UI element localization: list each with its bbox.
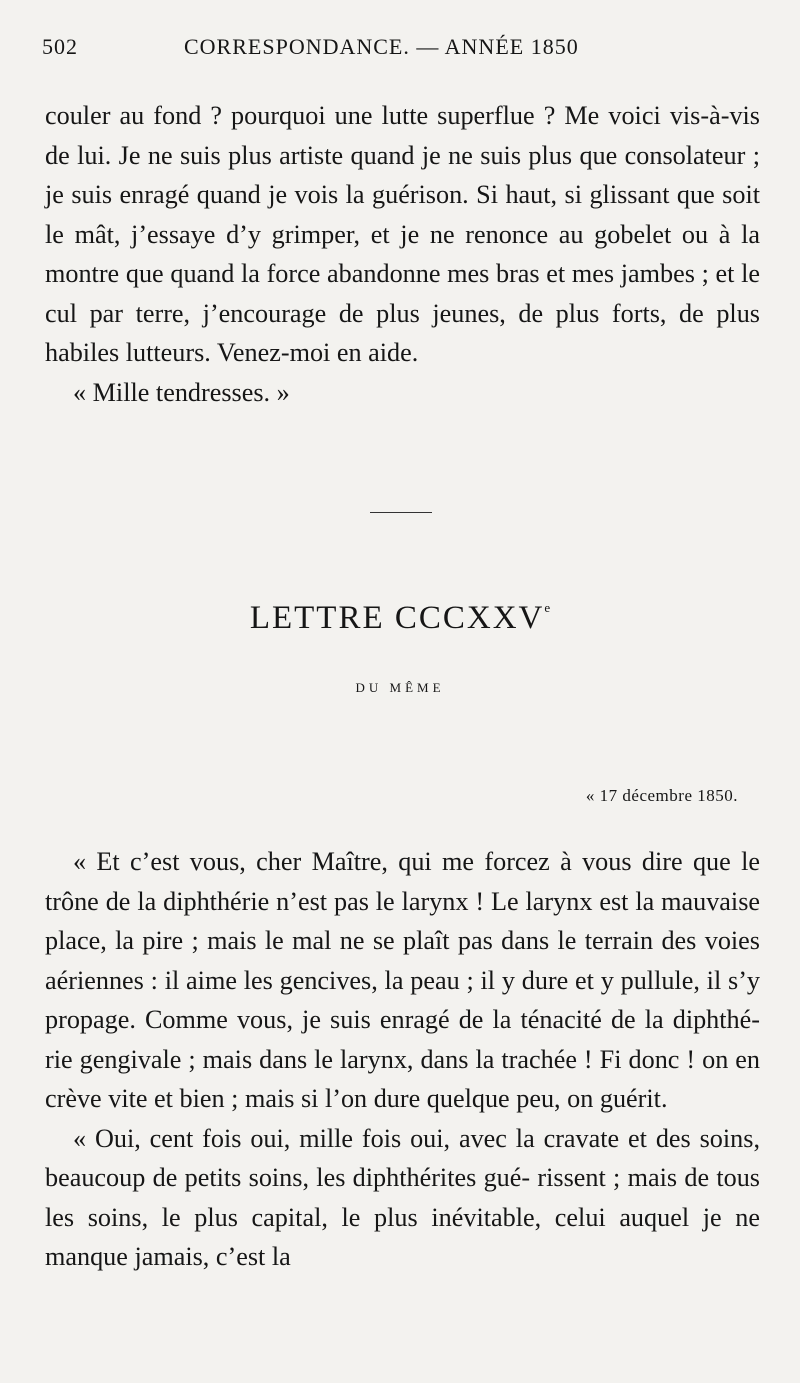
- text-line: couler au fond ? pourquoi une lutte superflue ? Me voici: [45, 101, 661, 130]
- text-line: peu, on guérit.: [516, 1084, 668, 1113]
- paragraph-continued: [45, 96, 760, 373]
- text-line: des soins, beaucoup de petits soins, les diphthérites gué-: [45, 1123, 761, 1192]
- body-text-top: [45, 96, 760, 412]
- text-line: inévitable, celui auquel je ne manque jamais, c’est la: [45, 1202, 760, 1271]
- letter-date: « 17 décembre 1850.: [585, 786, 738, 805]
- letter-closing: « Mille tendresses. »: [73, 377, 290, 407]
- text-line: « Oui, cent fois oui, mille fois oui, avec la cravate et: [73, 1123, 647, 1153]
- letter-title-text: LETTRE CCCXXV: [249, 600, 545, 636]
- text-line: larynx est la mauvaise place, la pire ; mais le mal ne se: [45, 886, 761, 955]
- text-line: guérison. Si haut, si glissant que soit le mât, j’essaye d’y: [45, 180, 761, 249]
- text-line: grimper, et je ne renonce au gobelet ou à la montre que: [45, 219, 760, 288]
- paragraph: [45, 1119, 760, 1277]
- letter-title-superscript: e: [544, 600, 551, 615]
- text-line: de plus habiles lutteurs. Venez-moi en aide.: [45, 298, 760, 367]
- text-line: plus que consolateur ; je suis enragé quand je vois la: [45, 140, 761, 209]
- text-line: « Et c’est vous, cher Maître, qui me forcez à vous dire: [73, 847, 683, 876]
- paragraph: [45, 842, 760, 1119]
- text-line: vis-à-vis de lui. Je ne suis plus artiste quand je ne suis: [45, 101, 760, 170]
- body-text-bottom: [45, 842, 760, 1277]
- text-line: que le trône de la diphthérie n’est pas le larynx ! Le: [45, 847, 760, 916]
- letter-title: [0, 600, 800, 637]
- text-line: donc ! on en crève vite et bien ; mais si l’on dure quelque: [45, 1044, 761, 1113]
- running-title: CORRESPONDANCE. — ANNÉE 1850: [184, 34, 579, 59]
- text-line: Comme vous, je suis enragé de la ténacité de la diphthé-: [144, 1005, 760, 1034]
- section-divider: [370, 512, 432, 513]
- text-line: gencives, la peau ; il y dure et y pullule, il s’y propage.: [45, 965, 761, 1034]
- page-number: 502: [42, 34, 78, 59]
- text-line: rissent ; mais de tous les soins, le plus capital, le plus: [45, 1163, 760, 1232]
- page-header: [42, 34, 758, 68]
- text-line: plaît pas dans le terrain des voies aériennes : il aime les: [45, 926, 761, 995]
- text-line: cul par terre, j’encourage de plus jeunes, de plus forts,: [45, 298, 667, 328]
- text-line: rie gengivale ; mais dans le larynx, dans la trachée ! Fi: [45, 1044, 622, 1074]
- letter-subtitle: DU MÊME: [355, 680, 445, 695]
- text-line: quand la force abandonne mes bras et mes jambes ; et le: [170, 259, 760, 288]
